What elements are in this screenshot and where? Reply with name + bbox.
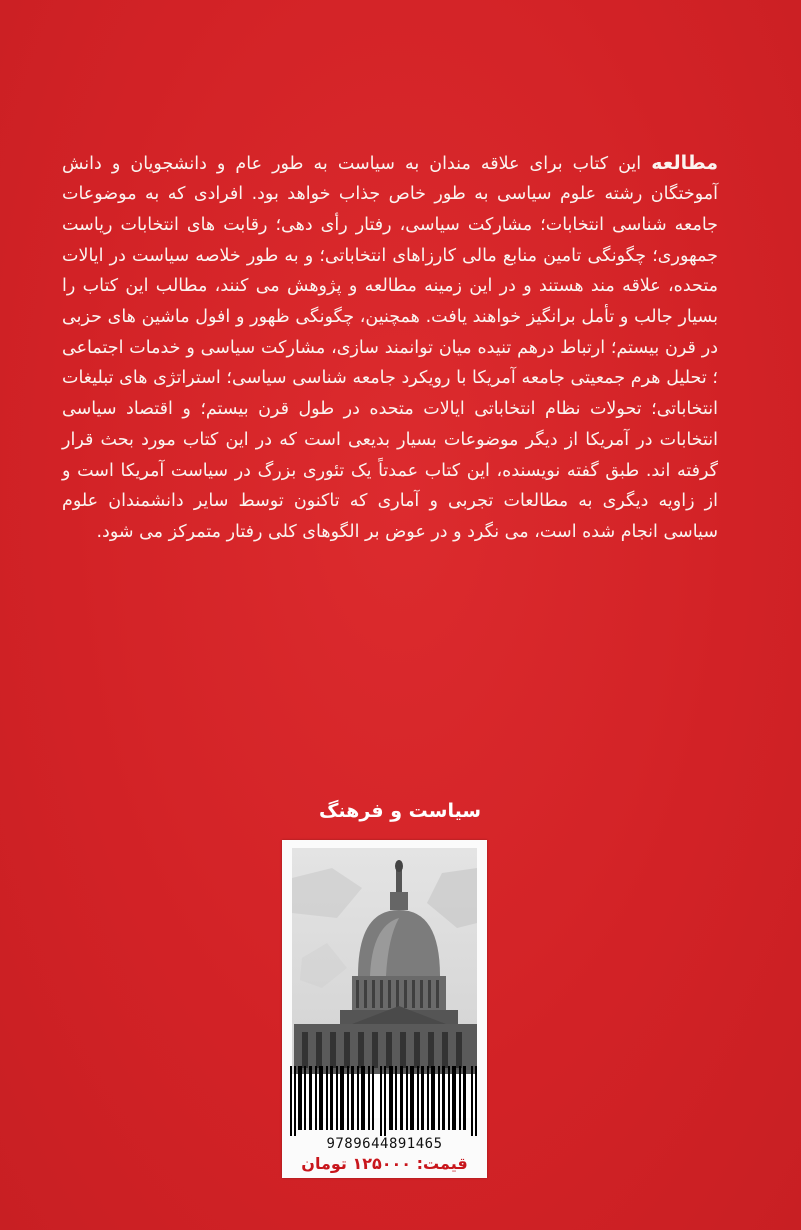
price-barcode-sticker — [282, 840, 487, 1178]
blurb-lead-word: مطالعه — [651, 151, 718, 174]
series-title: سیاست و فرهنگ — [318, 800, 482, 822]
price-label: قیمت: ۱۲۵۰۰۰ تومان — [301, 1154, 468, 1173]
barcode — [288, 1066, 481, 1136]
blurb-text: این کتاب برای علاقه مندان به سیاست به طور عام و دانشجویان و دانش آموختگان رشته علوم سیاسی به طور خاص جذاب خواهد بود. افرادی که به موضوعات جامعه شناسی انتخابات؛ مشارکت سیاسی، رفتار رأی دهی؛ رقابت های انتخابات ریاست جمهوری؛ چگونگی تامین منابع مالی کارزاهای انتخاباتی؛ و به طور خلاصه سیاست در ایالات متحده، علاقه مند هستند و در این زمینه مطالعه و پژوهش می کنند، مطالب این کتاب را بسیار جالب و تأمل برانگیز خواهند یافت. همچنین، چگونگی ظهور و افول ماشین های حزبی در قرن بیستم؛ ارتباط درهم تنیده میان توانمند سازی، مشارکت سیاسی و خدمات اجتماعی ؛ تحلیل هرم جمعیتی جامعه آمریکا با رویکرد جامعه شناسی سیاسی؛ استراتژی های تبلیغات انتخاباتی؛ تحولات نظام انتخاباتی ایالات متحده در طول قرن بیستم؛ و اقتصاد سیاسی انتخابات در آمریکا از دیگر موضوعات بسیار بدیعی است که در این کتاب مورد بحث قرار گرفته اند. طبق گفته نویسنده، این کتاب عمدتاً یک تئوری بزرگ در سیاست آمریکا است و از زاویه دیگری به مطالعات تجربی و آماری که تاکنون توسط سایر دانشمندان علوم سیاسی انجام شده است، می نگرد و در عوض بر الگوهای کلی رفتار متمرکز می شود. — [62, 153, 718, 542]
blurb-paragraph — [62, 148, 718, 548]
isbn-number: 9789644891465 — [326, 1136, 443, 1152]
